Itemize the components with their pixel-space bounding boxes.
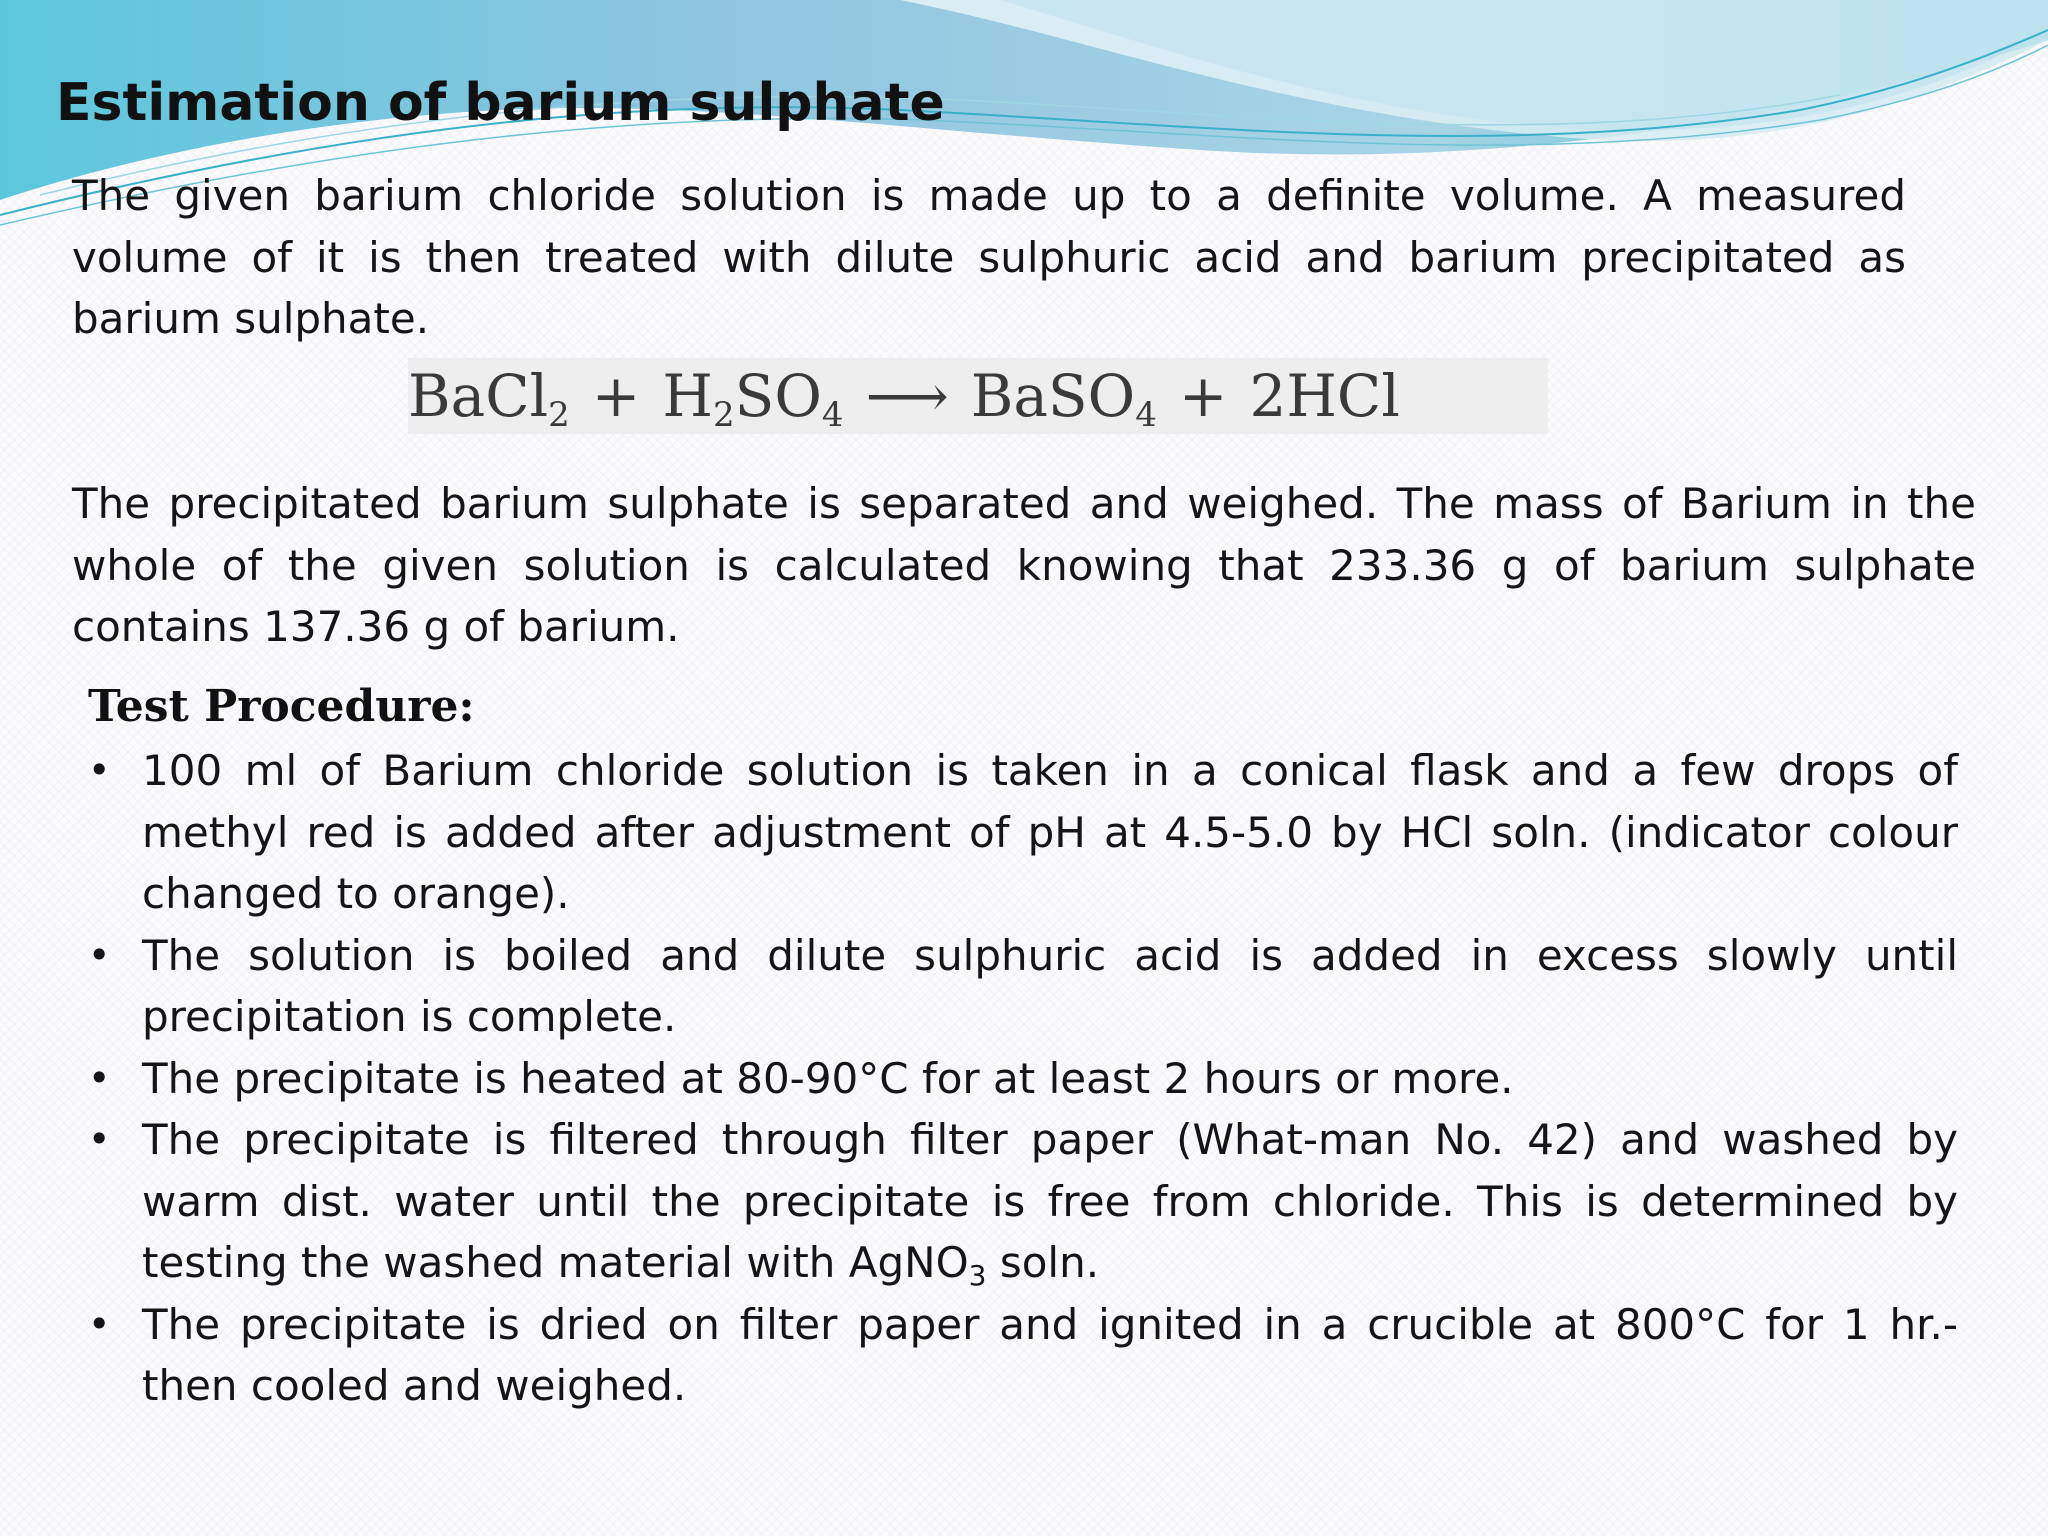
reaction-equation — [408, 358, 1548, 434]
equation-plus: + — [591, 362, 641, 430]
slide-title: Estimation of barium sulphate — [56, 73, 945, 133]
procedure-step — [88, 925, 1958, 1048]
procedure-heading: Test Procedure: — [88, 681, 475, 732]
equation-product-baso4: BaSO$_4$ — [970, 362, 1157, 435]
bullet-icon: • — [88, 1117, 111, 1161]
equation-plus: + — [1178, 362, 1228, 430]
procedure-step-text: The precipitate is filtered through filter paper (What-man No. 42) and washed by warm dist. water until the precipitate is free from chloride. This is determined by testing the washed material with AgNO$_3$ soln. — [142, 1115, 1958, 1292]
procedure-step-text: 100 ml of Barium chloride solution is taken in a conical flask and a few drops of methyl red is added after adjustment of pH at 4.5-5.0 by HCl soln. (indicator colour changed to orange). — [142, 746, 1958, 918]
bullet-icon: • — [88, 932, 111, 977]
equation-reactant-h2so4: $H_2SO_4$ — [662, 362, 844, 435]
equation-product-hcl: 2HCl — [1249, 362, 1400, 430]
procedure-step — [88, 1048, 1958, 1110]
procedure-step — [88, 740, 1958, 925]
calculation-paragraph: The precipitated barium sulphate is separated and weighed. The mass of Barium in the whole of the given solution is calculated knowing that 233.36 g of barium sulphate contains 137.36 g of barium. — [72, 479, 1976, 651]
bullet-icon: • — [88, 748, 111, 792]
procedure-step-text: The precipitate is dried on filter paper and ignited in a crucible at 800°C for 1 hr.- then cooled and weighed. — [142, 1299, 1958, 1410]
bullet-icon: • — [88, 1301, 111, 1346]
procedure-step — [88, 1294, 1958, 1417]
procedure-step-text: The solution is boiled and dilute sulphuric acid is added in excess slowly until precipitation is complete. — [142, 930, 1958, 1041]
intro-paragraph: The given barium chloride solution is made up to a definite volume. A measured volume of it is then treated with dilute sulphuric acid and barium precipitated as barium sulphate. — [72, 171, 1906, 343]
procedure-step — [88, 1109, 1958, 1294]
procedure-steps-list — [88, 740, 1958, 1417]
procedure-step-text: The precipitate is heated at 80-90°C for at least 2 hours or more. — [142, 1053, 1514, 1103]
bullet-icon: • — [88, 1055, 111, 1100]
equation-arrow: ⟶ — [865, 362, 949, 430]
equation-reactant-bacl2: BaCl$_2$ — [408, 362, 570, 435]
